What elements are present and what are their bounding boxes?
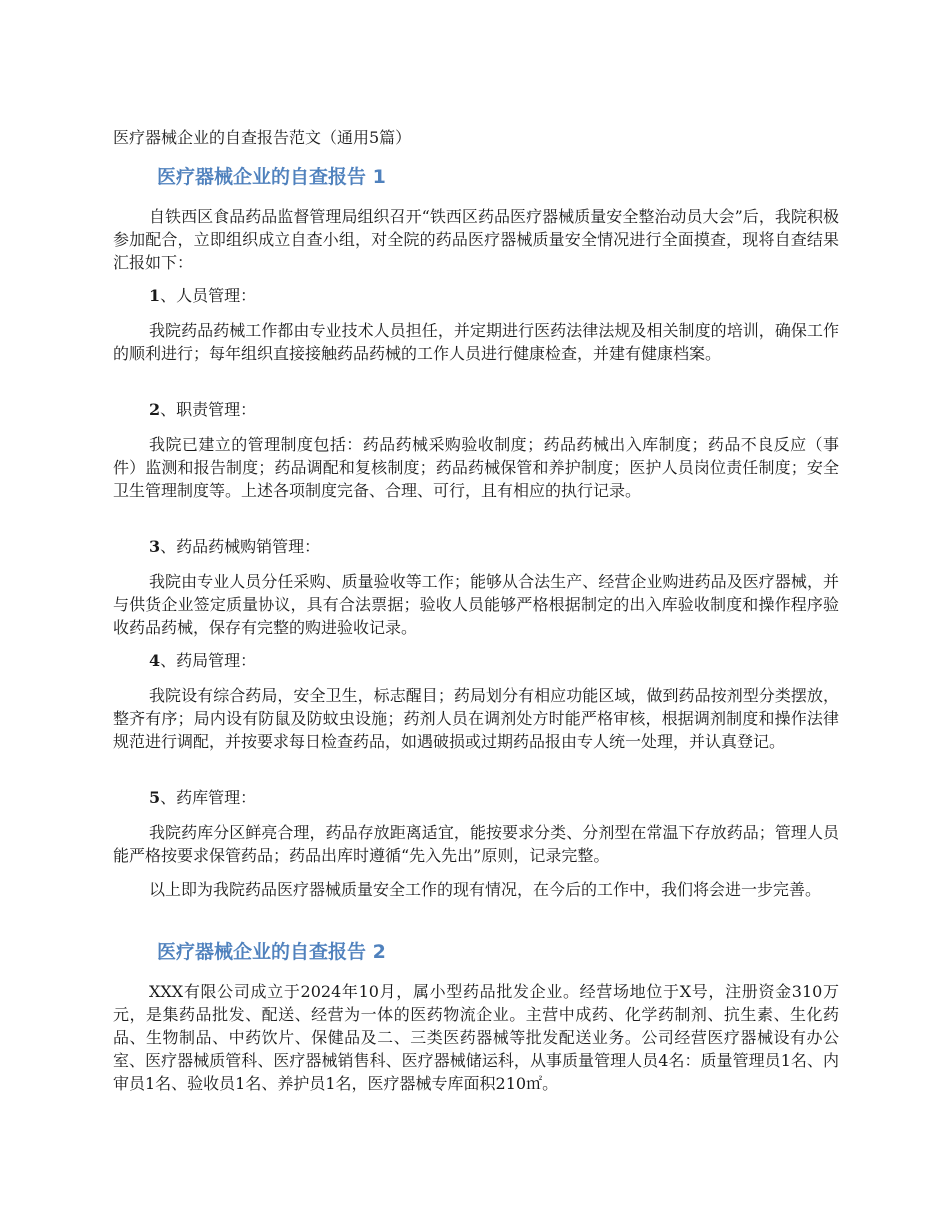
item-4-number: 4 [149, 651, 161, 670]
item-3-number: 3 [149, 537, 161, 556]
item-1-label: 、人员管理： [160, 286, 257, 305]
section-2-heading: 医疗器械企业的自查报告 2 [157, 941, 386, 963]
document-title: 医疗器械企业的自查报告范文（通用5篇） [113, 128, 412, 147]
item-5-label: 、药库管理： [160, 788, 257, 807]
item-2-title [149, 399, 256, 421]
item-3-text: 我院由专业人员分任采购、质量验收等工作；能够从合法生产、经营企业购进药品及医疗器械，并与供货企业签定质量协议，具有合法票据；验收人员能够严格根据制定的出入库验收制度和操作程序验收药品药械，保存有完整的购进验收记录。 [113, 572, 839, 637]
item-1-text: 我院药品药械工作都由专业技术人员担任，并定期进行医药法律法规及相关制度的培训，确保工作的顺利进行；每年组织直接接触药品药械的工作人员进行健康检查，并建有健康档案。 [113, 321, 839, 363]
section-1-conclusion: 以上即为我院药品医疗器械质量安全工作的现有情况，在今后的工作中，我们将会进一步完善。 [149, 880, 822, 899]
item-5-text: 我院药库分区鲜亮合理，药品存放距离适宜，能按要求分类、分剂型在常温下存放药品；管理人员能严格按要求保管药品；药品出库时遵循“先入先出”原则，记录完整。 [113, 823, 839, 865]
item-3-label: 、药品药械购销管理： [160, 537, 321, 556]
item-4-title [149, 650, 256, 672]
item-2-text: 我院已建立的管理制度包括：药品药械采购验收制度；药品药械出入库制度；药品不良反应（事件）监测和报告制度；药品调配和复核制度；药品药械保管和养护制度；医护人员岗位责任制度；安全卫生管理制度等。上述各项制度完备、合理、可行，且有相应的执行记录。 [113, 435, 839, 500]
item-2-label: 、职责管理： [160, 400, 257, 419]
item-5-number: 5 [149, 788, 161, 807]
item-1-title [149, 285, 256, 307]
item-4-label: 、药局管理： [160, 651, 257, 670]
item-4-text: 我院设有综合药局，安全卫生，标志醒目；药局划分有相应功能区域，做到药品按剂型分类摆放，整齐有序；局内设有防鼠及防蚊虫设施；药剂人员在调剂处方时能严格审核，根据调剂制度和操作法律规范进行调配，并按要求每日检查药品，如遇破损或过期药品报由专人统一处理，并认真登记。 [113, 686, 839, 751]
item-5-title [149, 787, 256, 809]
item-1-number: 1 [149, 286, 161, 305]
section-2-intro: XXX有限公司成立于2024年10月，属小型药品批发企业。经营场地位于X号，注册资金310万元，是集药品批发、配送、经营为一体的医药物流企业。主营中成药、化学药制剂、抗生素、生化药品、生物制品、中药饮片、保健品及二、三类医药器械等批发配送业务。公司经营医疗器械设有办公室、医疗器械质管科、医疗器械销售科、医疗器械储运科，从事质量管理人员4名：质量管理员1名、内审员1名、验收员1名、养护员1名，医疗器械专库面积210㎡。 [113, 982, 839, 1093]
item-2-number: 2 [149, 400, 161, 419]
item-3-title [149, 536, 320, 558]
section-1-intro: 自铁西区食品药品监督管理局组织召开“铁西区药品医疗器械质量安全整治动员大会”后，我院积极参加配合，立即组织成立自查小组，对全院的药品医疗器械质量安全情况进行全面摸查，现将自查结果汇报如下： [113, 207, 839, 272]
section-1-heading: 医疗器械企业的自查报告 1 [157, 166, 386, 188]
